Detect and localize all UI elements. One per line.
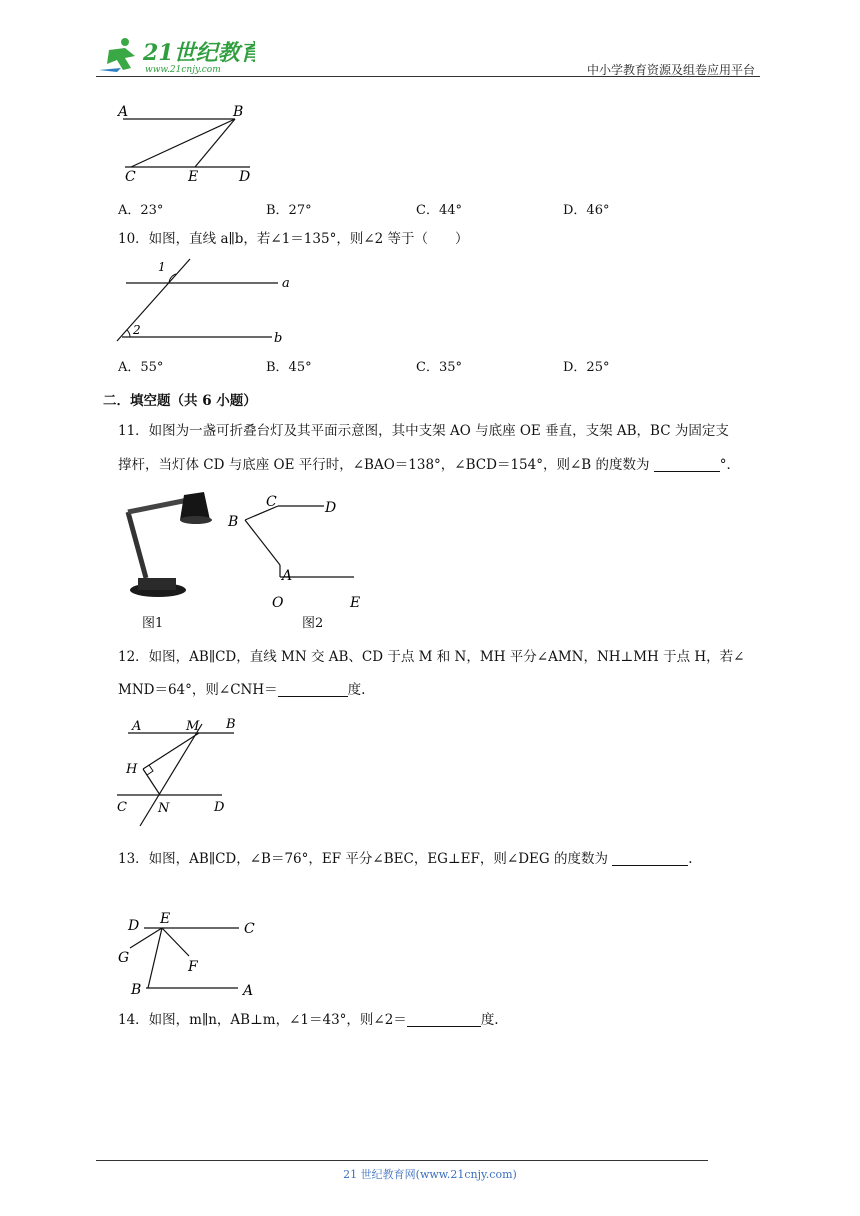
q13-answer-blank[interactable] [612,851,688,866]
q11-label-e: E [350,595,361,611]
q12-label-n: N [158,801,170,816]
q13-label-a: A [243,983,254,999]
q10-text: 10．如图，直线 a∥b，若∠1＝135°，则∠2 等于（ ） [118,231,469,247]
q13-label-b: B [131,982,142,998]
q11-label-a: A [282,568,293,584]
q14-text-main: 14．如图，m∥n，AB⊥m，∠1＝43°，则∠2＝ [118,1012,407,1028]
q12-line2-end: 度. [347,682,366,698]
q13-label-g: G [118,950,130,966]
q9-figure [115,100,265,185]
q13-label-c: C [244,921,255,937]
q10-label-1: 1 [158,260,166,274]
q14-text [118,1012,499,1028]
section-fill-in-title: 二．填空题（共 6 小题） [103,393,257,409]
q10-option-a[interactable]: A．55° [118,360,164,375]
q9-label-e: E [188,169,199,185]
q9-label-a: A [118,104,129,120]
q12-line1: 12．如图，AB∥CD，直线 MN 交 AB、CD 于点 M 和 N，MH 平分∠AMN，NH⊥MH 于点 H，若∠ [118,649,745,665]
q12-label-m: M [186,719,200,734]
q13-text [118,851,693,867]
runner-logo-icon [99,38,135,72]
q10-option-b[interactable]: B．45° [266,360,312,375]
q10-figure [112,256,302,348]
q10-label-b: b [274,331,283,346]
q12-label-c: C [117,800,127,815]
desk-lamp-icon [128,492,212,597]
q13-label-d: D [128,918,140,934]
q12-label-b: B [226,717,236,732]
q11-label-c: C [266,494,277,510]
q13-label-e: E [160,911,171,927]
q11-label-b: B [228,514,239,530]
q12-figure [112,712,247,830]
q12-line2 [118,682,365,698]
q11-figure2 [222,490,372,615]
q11-line2-end: °． [719,457,741,473]
header-divider [96,76,760,77]
q11-line2 [118,457,740,473]
q9-label-b: B [233,104,244,120]
site-logo [95,34,255,78]
q9-label-c: C [125,169,136,185]
q11-answer-blank[interactable] [654,457,720,472]
q12-label-a: A [132,719,142,734]
q10-label-2: 2 [133,323,141,337]
footer-link[interactable]: 21 世纪教育网(www.21cnjy.com) [343,1168,517,1181]
q11-label-d: D [325,500,337,516]
q10-option-d[interactable]: D．25° [563,360,610,375]
q14-answer-blank[interactable] [407,1012,481,1027]
q11-lamp-photo [118,490,218,608]
q12-label-h: H [126,762,138,777]
q9-option-b[interactable]: B．27° [266,203,312,218]
q11-fig1-caption: 图1 [142,616,164,631]
q11-line2-text: 撑杆，当灯体 CD 与底座 OE 平行时，∠BAO＝138°，∠BCD＝154°，则∠B 的度数为 [118,457,654,473]
q13-label-f: F [188,959,198,975]
q12-answer-blank[interactable] [278,682,348,697]
header-platform-text: 中小学教育资源及组卷应用平台 [586,63,755,77]
q13-text-end: . [688,851,693,867]
q9-option-c[interactable]: C．44° [416,203,462,218]
q14-text-end: 度. [480,1012,499,1028]
logo-url: www.21cnjy.com [145,65,221,75]
q12-line2-text: MND＝64°，则∠CNH＝ [118,682,278,698]
q13-figure [114,908,264,1000]
q13-text-main: 13．如图，AB∥CD，∠B＝76°，EF 平分∠BEC，EG⊥EF，则∠DEG 的度数为 [118,851,613,867]
q11-label-o: O [272,595,284,611]
logo-title: 21世纪教育 [143,40,255,66]
q10-option-c[interactable]: C．35° [416,360,462,375]
q10-label-a: a [282,276,290,291]
q12-label-d: D [214,800,225,815]
q11-line1: 11．如图为一盏可折叠台灯及其平面示意图，其中支架 AO 与底座 OE 垂直，支架 AB，BC 为固定支 [118,423,729,439]
q11-fig2-caption: 图2 [302,616,324,631]
footer-divider [96,1160,708,1161]
q9-label-d: D [239,169,251,185]
q9-option-d[interactable]: D．46° [563,203,610,218]
q9-option-a[interactable]: A．23° [118,203,164,218]
